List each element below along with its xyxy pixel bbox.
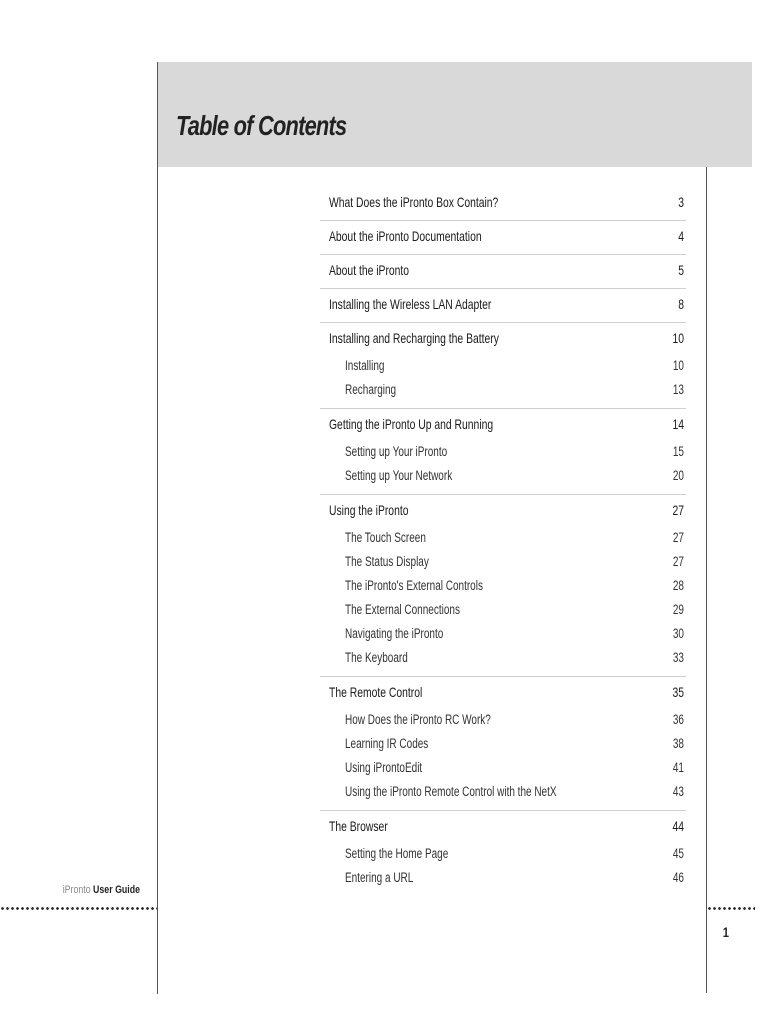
toc-entry-label: Using the iPronto Remote Control with the NetX xyxy=(345,784,557,799)
toc-subentry[interactable] xyxy=(0,530,770,550)
toc-entry-label: How Does the iPronto RC Work? xyxy=(345,712,491,727)
toc-subentry[interactable] xyxy=(0,650,770,670)
footer-guide: User Guide xyxy=(93,884,140,896)
toc-separator xyxy=(320,288,686,289)
toc-entry[interactable] xyxy=(0,502,770,522)
toc-entry-page: 29 xyxy=(672,602,684,617)
toc-entry-page: 35 xyxy=(672,684,684,700)
toc-separator xyxy=(320,810,686,811)
toc-entry-label: The Status Display xyxy=(345,554,429,569)
toc-entry-label: The External Connections xyxy=(345,602,460,617)
toc-subentry[interactable] xyxy=(0,846,770,866)
toc-entry[interactable] xyxy=(0,818,770,838)
toc-subentry[interactable] xyxy=(0,602,770,622)
toc-entry-page: 15 xyxy=(672,444,684,459)
toc-subentry[interactable] xyxy=(0,382,770,402)
toc-entry-page: 20 xyxy=(672,468,684,483)
toc-entry-page: 4 xyxy=(678,228,684,244)
toc-separator xyxy=(320,494,686,495)
toc-entry-page: 8 xyxy=(678,296,684,312)
footer-dotted-rule-right xyxy=(707,906,755,911)
toc-entry-label: The Browser xyxy=(329,818,388,834)
toc-separator xyxy=(320,254,686,255)
toc-entry-page: 10 xyxy=(672,330,684,346)
toc-entry-page: 46 xyxy=(672,870,684,885)
toc-entry-page: 27 xyxy=(672,554,684,569)
toc-entry-label: Setting up Your Network xyxy=(345,468,453,483)
toc-entry-page: 3 xyxy=(678,194,684,210)
toc-subentry[interactable] xyxy=(0,712,770,732)
toc-entry-page: 5 xyxy=(678,262,684,278)
toc-entry-label: Getting the iPronto Up and Running xyxy=(329,416,494,432)
toc-entry-label: The Remote Control xyxy=(329,684,423,700)
toc-entry-page: 44 xyxy=(672,818,684,834)
toc-entry-page: 14 xyxy=(672,416,684,432)
toc-separator xyxy=(320,220,686,221)
toc-entry-label: Using the iPronto xyxy=(329,502,409,518)
toc-entry-label: About the iPronto xyxy=(329,262,410,278)
toc-subentry[interactable] xyxy=(0,736,770,756)
toc-separator xyxy=(320,408,686,409)
toc-subentry[interactable] xyxy=(0,760,770,780)
toc-entry-page: 27 xyxy=(672,502,684,518)
toc-entry[interactable] xyxy=(0,416,770,436)
toc-separator xyxy=(320,322,686,323)
toc-entry-page: 33 xyxy=(672,650,684,665)
toc-entry-page: 27 xyxy=(672,530,684,545)
toc-entry[interactable] xyxy=(0,296,770,316)
toc-entry-label: Learning IR Codes xyxy=(345,736,429,751)
toc-entry-label: Setting up Your iPronto xyxy=(345,444,448,459)
toc-entry-label: Entering a URL xyxy=(345,870,414,885)
toc-entry-label: The Touch Screen xyxy=(345,530,426,545)
toc-entry-page: 41 xyxy=(672,760,684,775)
page-number: 1 xyxy=(722,924,730,940)
toc-entry[interactable] xyxy=(0,194,770,214)
toc-entry-label: What Does the iPronto Box Contain? xyxy=(329,194,499,210)
toc-entry-label: Setting the Home Page xyxy=(345,846,449,861)
footer-dotted-rule-left xyxy=(0,906,157,911)
toc-subentry[interactable] xyxy=(0,468,770,488)
toc-entry-page: 30 xyxy=(672,626,684,641)
toc-separator xyxy=(320,676,686,677)
toc-subentry[interactable] xyxy=(0,578,770,598)
toc-subentry[interactable] xyxy=(0,358,770,378)
toc-subentry[interactable] xyxy=(0,626,770,646)
toc-entry-page: 45 xyxy=(672,846,684,861)
toc-entry-page: 36 xyxy=(672,712,684,727)
toc-entry-page: 13 xyxy=(672,382,684,397)
toc-entry-label: Installing the Wireless LAN Adapter xyxy=(329,296,492,312)
toc-entry[interactable] xyxy=(0,330,770,350)
toc-subentry[interactable] xyxy=(0,444,770,464)
toc-entry-label: Recharging xyxy=(345,382,397,397)
toc-entry-label: About the iPronto Documentation xyxy=(329,228,482,244)
toc-subentry[interactable] xyxy=(0,784,770,804)
toc-entry-page: 28 xyxy=(672,578,684,593)
toc-entry-label: The iPronto's External Controls xyxy=(345,578,483,593)
toc-subentry[interactable] xyxy=(0,554,770,574)
toc-entry-label: Installing xyxy=(345,358,385,373)
toc-entry[interactable] xyxy=(0,262,770,282)
toc-entry-label: Navigating the iPronto xyxy=(345,626,444,641)
toc-entry-label: The Keyboard xyxy=(345,650,408,665)
toc-entry-page: 38 xyxy=(672,736,684,751)
toc-entry-label: Installing and Recharging the Battery xyxy=(329,330,499,346)
toc-entry[interactable] xyxy=(0,684,770,704)
page-title: Table of Contents xyxy=(176,110,347,141)
footer-brand: iPronto xyxy=(62,884,91,896)
toc-entry[interactable] xyxy=(0,228,770,248)
toc-entry-page: 10 xyxy=(672,358,684,373)
toc-entry-label: Using iProntoEdit xyxy=(345,760,423,775)
footer-guide-label xyxy=(52,884,140,896)
toc-entry-page: 43 xyxy=(672,784,684,799)
